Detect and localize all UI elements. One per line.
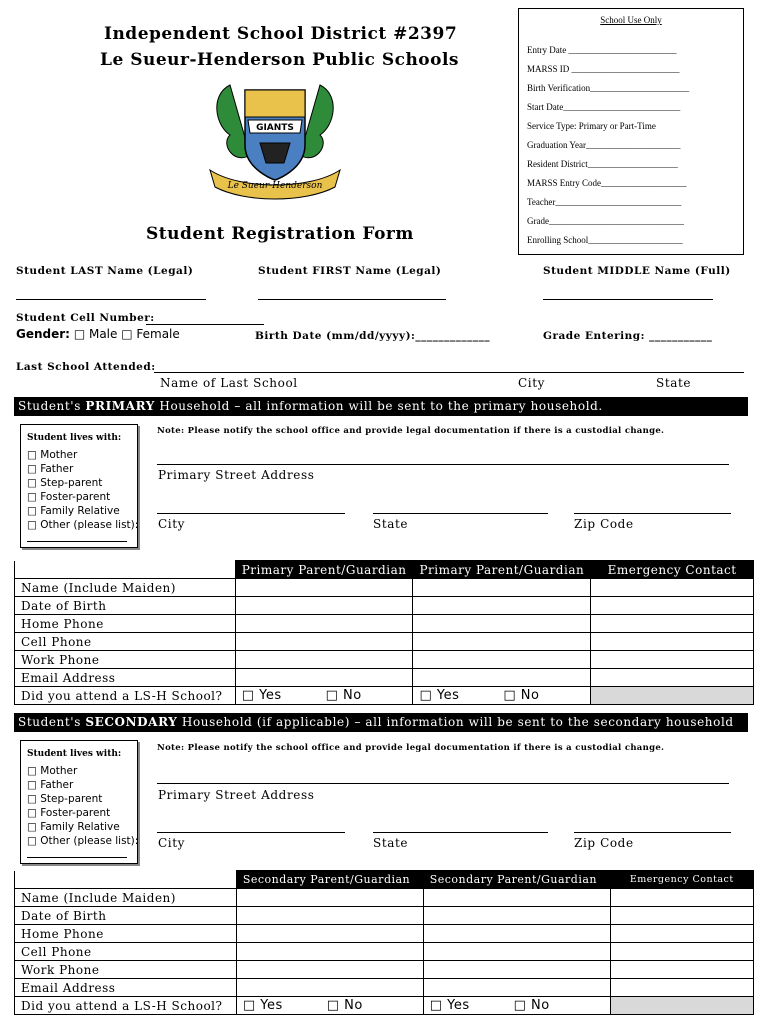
lives-with-step-parent[interactable]: □ Step-parent <box>27 793 103 805</box>
table-row <box>15 687 754 705</box>
secondary-col-guardian-1: Secondary Parent/Guardian <box>236 871 423 889</box>
table-cell[interactable] <box>591 669 754 687</box>
primary-bar-suffix: Household – all information will be sent to the primary household. <box>154 399 603 413</box>
secondary-zip-field[interactable] <box>574 832 731 833</box>
row-label-cell-phone: Cell Phone <box>15 943 237 961</box>
secondary-street-field[interactable] <box>157 783 729 784</box>
table-row <box>15 615 754 633</box>
table-cell[interactable] <box>413 669 591 687</box>
table-cell[interactable] <box>423 907 610 925</box>
table-row <box>15 907 754 925</box>
no-checkbox[interactable]: □ No <box>325 688 362 703</box>
yes-checkbox[interactable]: □ Yes <box>419 688 460 703</box>
primary-household-bar <box>14 397 748 416</box>
table-row <box>15 979 754 997</box>
primary-state-field[interactable] <box>373 513 548 514</box>
crest-giants-text: GIANTS <box>256 123 294 133</box>
secondary-zip-caption: Zip Code <box>574 836 634 850</box>
cell-number-field[interactable] <box>146 324 264 325</box>
lives-with-other[interactable]: □ Other (please list): <box>27 519 139 531</box>
table-cell[interactable] <box>591 651 754 669</box>
table-row <box>15 925 754 943</box>
table-corner <box>15 561 236 579</box>
middle-name-field[interactable] <box>543 299 713 300</box>
lives-with-other-field[interactable] <box>27 848 127 858</box>
last-school-name-caption: Name of Last School <box>160 376 298 390</box>
table-cell[interactable] <box>235 651 413 669</box>
table-cell[interactable] <box>423 943 610 961</box>
gender-male-checkbox[interactable]: □ Male <box>73 327 118 341</box>
lives-with-foster-parent[interactable]: □ Foster-parent <box>27 807 111 819</box>
table-header-row <box>15 871 754 889</box>
secondary-city-caption: City <box>158 836 186 850</box>
table-cell[interactable] <box>413 633 591 651</box>
lives-with-family-relative[interactable]: □ Family Relative <box>27 505 120 517</box>
table-cell[interactable] <box>236 979 423 997</box>
table-cell[interactable] <box>610 925 753 943</box>
table-cell[interactable] <box>236 889 423 907</box>
table-cell[interactable] <box>236 925 423 943</box>
primary-street-caption: Primary Street Address <box>158 468 315 482</box>
table-cell[interactable] <box>423 961 610 979</box>
row-label-home-phone: Home Phone <box>15 615 236 633</box>
table-cell[interactable] <box>591 579 754 597</box>
primary-zip-caption: Zip Code <box>574 517 634 531</box>
table-cell[interactable] <box>413 615 591 633</box>
table-cell <box>423 997 610 1015</box>
secondary-bar-suffix: Household (if applicable) – all information will be sent to the secondary household <box>177 715 734 729</box>
table-cell <box>413 687 591 705</box>
yes-checkbox[interactable]: □ Yes <box>242 998 283 1013</box>
last-school-state-caption: State <box>656 376 692 390</box>
first-name-field[interactable] <box>258 299 446 300</box>
table-row <box>15 943 754 961</box>
yes-checkbox[interactable]: □ Yes <box>429 998 470 1013</box>
row-label-dob: Date of Birth <box>15 597 236 615</box>
lives-with-other[interactable]: □ Other (please list): <box>27 835 139 847</box>
primary-state-caption: State <box>373 517 409 531</box>
form-title: Student Registration Form <box>146 224 414 244</box>
table-row <box>15 997 754 1015</box>
school-use-entry-date: Entry Date ________________________ <box>527 45 677 55</box>
lives-with-foster-parent[interactable]: □ Foster-parent <box>27 491 111 503</box>
table-cell-disabled <box>591 687 754 705</box>
table-cell <box>235 687 413 705</box>
table-cell <box>236 997 423 1015</box>
lives-with-mother[interactable]: □ Mother <box>27 765 78 777</box>
table-row <box>15 633 754 651</box>
primary-bar-bold: PRIMARY <box>85 399 155 413</box>
table-cell[interactable] <box>235 615 413 633</box>
lives-with-father[interactable]: □ Father <box>27 463 74 475</box>
table-cell[interactable] <box>423 889 610 907</box>
secondary-bar-bold: SECONDARY <box>85 715 178 729</box>
row-label-cell-phone: Cell Phone <box>15 633 236 651</box>
birth-date-label: Birth Date (mm/dd/yyyy):_____________ <box>255 330 491 342</box>
cell-number-label: Student Cell Number: <box>16 312 155 324</box>
district-title: Independent School District #2397 <box>104 24 458 44</box>
table-cell[interactable] <box>236 961 423 979</box>
table-row <box>15 651 754 669</box>
school-use-marss-id: MARSS ID ________________________ <box>527 64 680 74</box>
first-name-label: Student FIRST Name (Legal) <box>258 265 442 277</box>
school-use-resident-district: Resident District____________________ <box>527 159 678 169</box>
table-cell[interactable] <box>423 979 610 997</box>
row-label-work-phone: Work Phone <box>15 961 237 979</box>
row-label-home-phone: Home Phone <box>15 925 237 943</box>
primary-col-emergency: Emergency Contact <box>591 561 754 579</box>
school-use-grade: Grade______________________________ <box>527 216 684 226</box>
secondary-lives-with-box <box>20 740 138 864</box>
row-label-name: Name (Include Maiden) <box>15 889 237 907</box>
school-use-start-date: Start Date__________________________ <box>527 102 681 112</box>
secondary-col-emergency: Emergency Contact <box>610 871 753 889</box>
primary-street-field[interactable] <box>157 464 729 465</box>
school-use-service-type: Service Type: Primary or Part-Time <box>527 121 656 131</box>
table-corner <box>15 871 237 889</box>
table-row <box>15 579 754 597</box>
table-header-row <box>15 561 754 579</box>
school-use-marss-entry-code: MARSS Entry Code___________________ <box>527 178 687 188</box>
lives-with-title: Student lives with: <box>27 433 122 443</box>
primary-col-guardian-2: Primary Parent/Guardian <box>413 561 591 579</box>
last-name-label: Student LAST Name (Legal) <box>16 265 194 277</box>
secondary-col-guardian-2: Secondary Parent/Guardian <box>423 871 610 889</box>
table-cell[interactable] <box>235 633 413 651</box>
primary-city-field[interactable] <box>157 513 345 514</box>
lives-with-title: Student lives with: <box>27 749 122 759</box>
last-school-city-caption: City <box>518 376 546 390</box>
table-cell[interactable] <box>235 669 413 687</box>
no-checkbox[interactable]: □ No <box>503 688 540 703</box>
primary-bar-prefix: Student's <box>18 399 86 413</box>
table-row <box>15 889 754 907</box>
table-cell[interactable] <box>413 579 591 597</box>
secondary-custody-note: Note: Please notify the school office and provide legal documentation if there is a custodial change. <box>157 743 665 753</box>
table-row <box>15 597 754 615</box>
secondary-city-field[interactable] <box>157 832 345 833</box>
primary-contact-table <box>14 560 754 705</box>
row-label-work-phone: Work Phone <box>15 651 236 669</box>
yes-checkbox[interactable]: □ Yes <box>241 688 282 703</box>
row-label-dob: Date of Birth <box>15 907 237 925</box>
primary-col-guardian-1: Primary Parent/Guardian <box>235 561 413 579</box>
table-row <box>15 961 754 979</box>
secondary-bar-prefix: Student's <box>18 715 86 729</box>
table-cell[interactable] <box>235 579 413 597</box>
primary-custody-note: Note: Please notify the school office and provide legal documentation if there is a custodial change. <box>157 426 665 436</box>
table-cell[interactable] <box>610 979 753 997</box>
middle-name-label: Student MIDDLE Name (Full) <box>543 265 731 277</box>
row-label-name: Name (Include Maiden) <box>15 579 236 597</box>
table-cell[interactable] <box>591 633 754 651</box>
school-use-teacher: Teacher____________________________ <box>527 197 682 207</box>
table-cell[interactable] <box>413 597 591 615</box>
no-checkbox[interactable]: □ No <box>326 998 363 1013</box>
table-cell[interactable] <box>236 943 423 961</box>
gender-label: Gender: <box>16 327 70 341</box>
grade-entering-label: Grade Entering: ___________ <box>543 330 713 342</box>
school-crest-logo <box>200 75 350 205</box>
table-cell[interactable] <box>610 961 753 979</box>
table-row <box>15 669 754 687</box>
last-school-field[interactable] <box>154 372 744 373</box>
no-checkbox[interactable]: □ No <box>513 998 550 1013</box>
row-label-attended: Did you attend a LS-H School? <box>15 687 236 705</box>
last-school-label: Last School Attended: <box>16 361 156 373</box>
table-cell-disabled <box>610 997 753 1015</box>
crest-banner-text: Le Sueur-Henderson <box>227 181 323 191</box>
lives-with-father[interactable]: □ Father <box>27 779 74 791</box>
table-cell[interactable] <box>236 907 423 925</box>
table-cell[interactable] <box>413 651 591 669</box>
secondary-household-bar <box>14 713 748 732</box>
secondary-contact-table <box>14 870 754 1015</box>
primary-city-caption: City <box>158 517 186 531</box>
secondary-state-caption: State <box>373 836 409 850</box>
table-cell[interactable] <box>610 889 753 907</box>
table-cell[interactable] <box>591 615 754 633</box>
lives-with-family-relative[interactable]: □ Family Relative <box>27 821 120 833</box>
lives-with-mother[interactable]: □ Mother <box>27 449 78 461</box>
school-use-enrolling-school: Enrolling School_____________________ <box>527 235 683 245</box>
row-label-email: Email Address <box>15 669 236 687</box>
row-label-attended: Did you attend a LS-H School? <box>15 997 237 1015</box>
secondary-state-field[interactable] <box>373 832 548 833</box>
row-label-email: Email Address <box>15 979 237 997</box>
lives-with-other-field[interactable] <box>27 532 127 542</box>
last-name-field[interactable] <box>16 299 206 300</box>
school-use-box <box>518 8 744 255</box>
table-cell[interactable] <box>591 597 754 615</box>
table-cell[interactable] <box>610 943 753 961</box>
primary-zip-field[interactable] <box>574 513 731 514</box>
school-use-title: School Use Only <box>600 15 662 25</box>
lives-with-step-parent[interactable]: □ Step-parent <box>27 477 103 489</box>
school-use-graduation-year: Graduation Year_____________________ <box>527 140 681 150</box>
school-title: Le Sueur-Henderson Public Schools <box>100 50 460 70</box>
secondary-street-caption: Primary Street Address <box>158 788 315 802</box>
table-cell[interactable] <box>235 597 413 615</box>
table-cell[interactable] <box>423 925 610 943</box>
school-use-birth-verification: Birth Verification______________________ <box>527 83 690 93</box>
table-cell[interactable] <box>610 907 753 925</box>
gender-female-checkbox[interactable]: □ Female <box>121 327 180 341</box>
primary-lives-with-box <box>20 424 138 548</box>
